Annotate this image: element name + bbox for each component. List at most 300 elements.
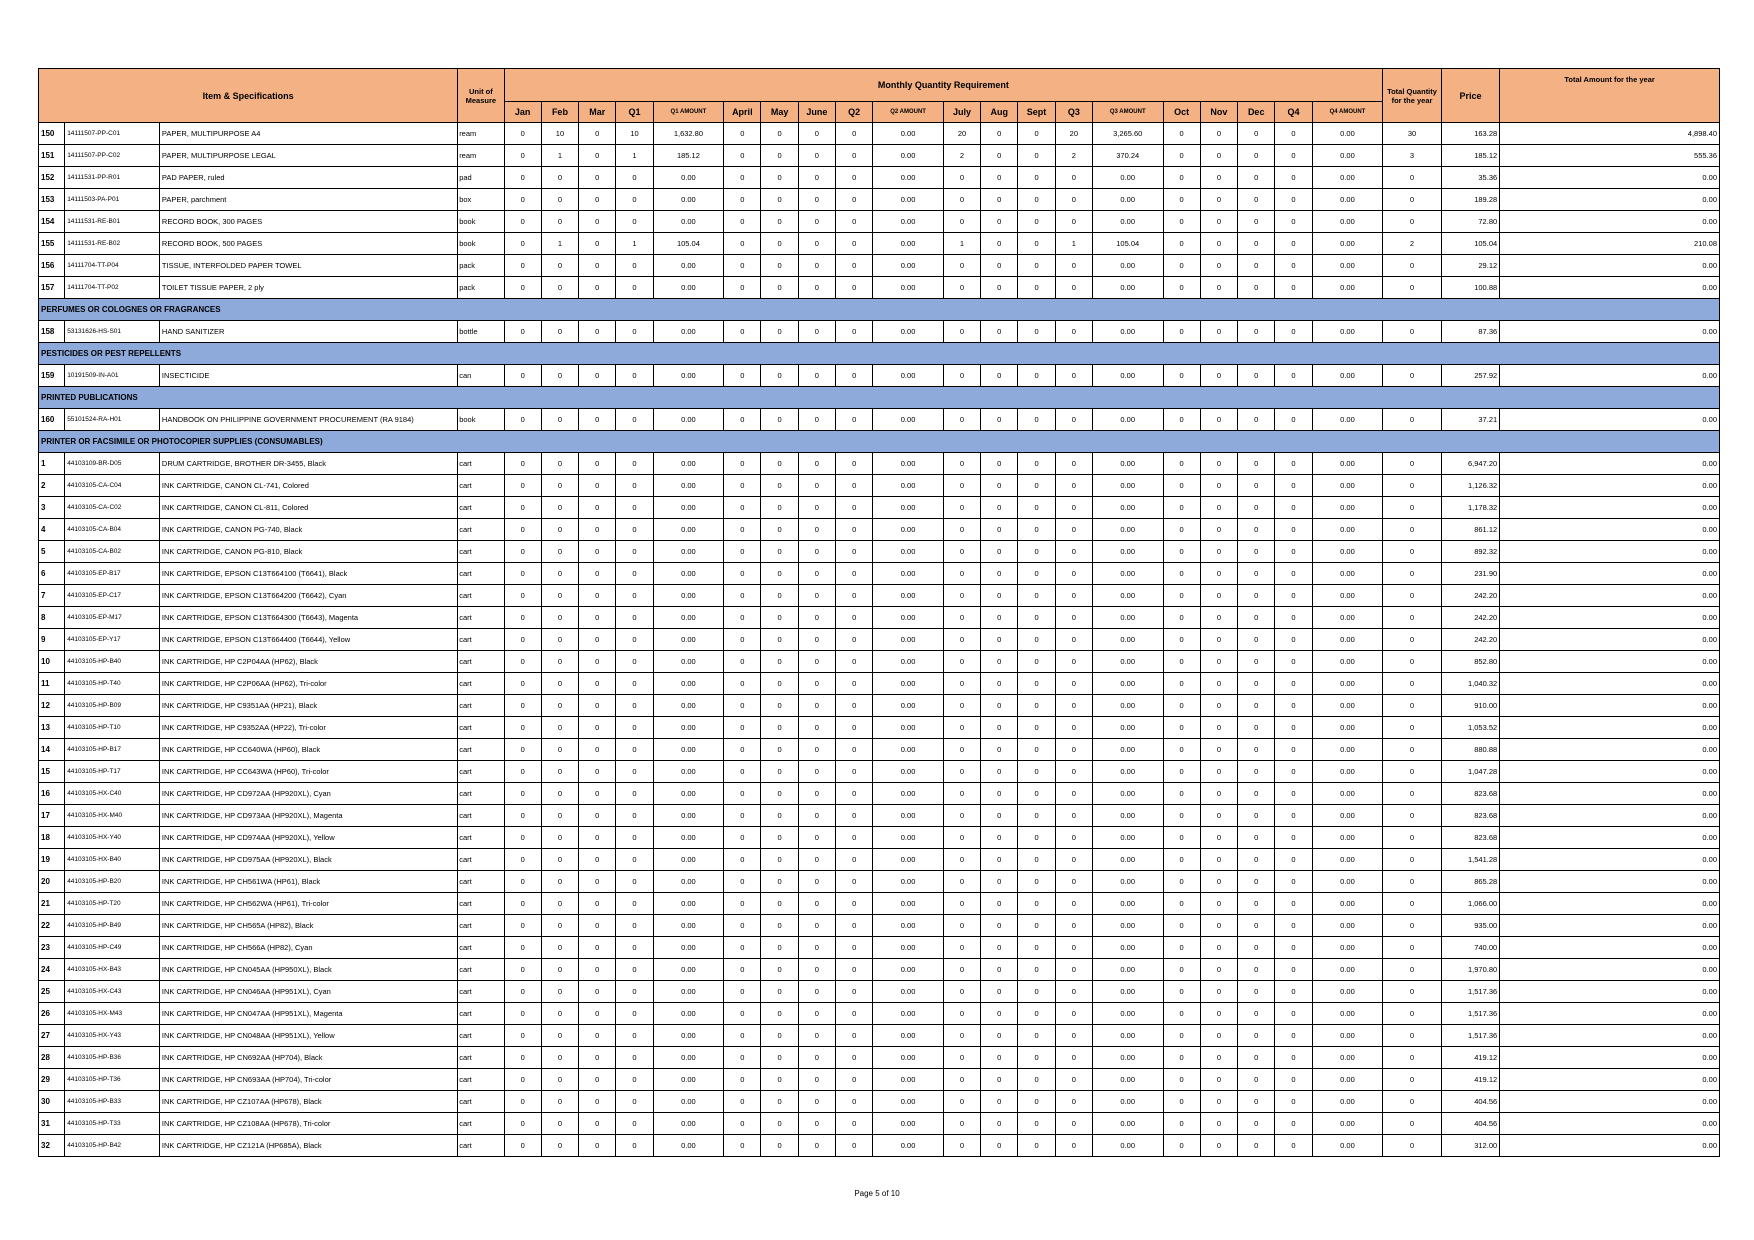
item-description: PAD PAPER, ruled xyxy=(159,167,457,189)
quantity-cell: 0 xyxy=(616,453,653,475)
quantity-cell: 0 xyxy=(541,1003,578,1025)
header-month: Q3 AMOUNT xyxy=(1092,102,1163,123)
quantity-cell: 0.00 xyxy=(653,541,724,563)
item-number: 150 xyxy=(39,123,65,145)
quantity-cell: 0 xyxy=(981,937,1018,959)
quantity-cell: 0 xyxy=(579,211,616,233)
quantity-cell: 0 xyxy=(1163,783,1200,805)
price-cell: 100.88 xyxy=(1441,277,1499,299)
quantity-cell: 0 xyxy=(541,695,578,717)
quantity-cell: 0 xyxy=(504,893,541,915)
header-month: Q4 AMOUNT xyxy=(1312,102,1383,123)
item-code: 44103105-HP-B49 xyxy=(65,915,160,937)
quantity-cell: 0 xyxy=(1163,1003,1200,1025)
quantity-cell: 0 xyxy=(616,805,653,827)
quantity-cell: 0 xyxy=(1200,475,1237,497)
quantity-cell: 0.00 xyxy=(653,629,724,651)
quantity-cell: 0 xyxy=(1238,717,1275,739)
quantity-cell: 0 xyxy=(981,497,1018,519)
quantity-cell: 0 xyxy=(579,123,616,145)
total-amount: 0.00 xyxy=(1500,563,1720,585)
quantity-cell: 0.00 xyxy=(873,233,944,255)
quantity-cell: 0 xyxy=(798,519,835,541)
quantity-cell: 0 xyxy=(1200,541,1237,563)
quantity-cell: 0 xyxy=(943,167,980,189)
quantity-cell: 0 xyxy=(724,849,761,871)
quantity-cell: 0 xyxy=(1275,607,1312,629)
price-cell: 880.88 xyxy=(1441,739,1499,761)
quantity-cell: 0 xyxy=(1200,497,1237,519)
quantity-cell: 0 xyxy=(1018,321,1055,343)
quantity-cell: 0.00 xyxy=(1092,519,1163,541)
table-row xyxy=(39,145,1720,167)
unit-of-measure: cart xyxy=(458,497,504,519)
quantity-cell: 0.00 xyxy=(873,277,944,299)
quantity-cell: 0 xyxy=(1200,981,1237,1003)
quantity-cell: 0 xyxy=(724,1003,761,1025)
quantity-cell: 0 xyxy=(1238,497,1275,519)
total-amount: 0.00 xyxy=(1500,321,1720,343)
quantity-cell: 0.00 xyxy=(1312,805,1383,827)
quantity-cell: 0 xyxy=(1275,145,1312,167)
total-amount: 0.00 xyxy=(1500,607,1720,629)
page-number: Page 5 of 10 xyxy=(854,1189,900,1198)
quantity-cell: 0.00 xyxy=(1092,475,1163,497)
total-quantity: 0 xyxy=(1383,541,1441,563)
quantity-cell: 0 xyxy=(1018,849,1055,871)
quantity-cell: 0 xyxy=(1238,783,1275,805)
quantity-cell: 0 xyxy=(1163,937,1200,959)
header-month: Oct xyxy=(1163,102,1200,123)
quantity-cell: 0 xyxy=(761,211,798,233)
total-quantity: 30 xyxy=(1383,123,1441,145)
total-amount: 0.00 xyxy=(1500,497,1720,519)
quantity-cell: 0 xyxy=(1200,849,1237,871)
quantity-cell: 0 xyxy=(504,453,541,475)
quantity-cell: 0 xyxy=(761,827,798,849)
quantity-cell: 0 xyxy=(981,563,1018,585)
quantity-cell: 0 xyxy=(1018,365,1055,387)
quantity-cell: 0 xyxy=(1200,915,1237,937)
quantity-cell: 0 xyxy=(1238,1069,1275,1091)
price-cell: 823.68 xyxy=(1441,783,1499,805)
quantity-cell: 0 xyxy=(1163,695,1200,717)
quantity-cell: 0 xyxy=(943,1113,980,1135)
item-code: 44103105-HP-T36 xyxy=(65,1069,160,1091)
quantity-cell: 0 xyxy=(541,893,578,915)
total-amount: 0.00 xyxy=(1500,849,1720,871)
quantity-cell: 0 xyxy=(981,277,1018,299)
quantity-cell: 0 xyxy=(943,563,980,585)
quantity-cell: 0.00 xyxy=(873,981,944,1003)
quantity-cell: 0 xyxy=(616,365,653,387)
quantity-cell: 0 xyxy=(943,1047,980,1069)
price-cell: 1,047.28 xyxy=(1441,761,1499,783)
item-number: 13 xyxy=(39,717,65,739)
quantity-cell: 0 xyxy=(1275,365,1312,387)
quantity-cell: 0 xyxy=(943,409,980,431)
quantity-cell: 0 xyxy=(943,453,980,475)
quantity-cell: 0 xyxy=(579,365,616,387)
quantity-cell: 0 xyxy=(1275,277,1312,299)
quantity-cell: 0.00 xyxy=(873,1003,944,1025)
quantity-cell: 0 xyxy=(1275,981,1312,1003)
quantity-cell: 0 xyxy=(579,1025,616,1047)
item-description: INK CARTRIDGE, EPSON C13T664300 (T6643), Magenta xyxy=(159,607,457,629)
quantity-cell: 0.00 xyxy=(653,1025,724,1047)
unit-of-measure: cart xyxy=(458,1047,504,1069)
quantity-cell: 0 xyxy=(1275,497,1312,519)
quantity-cell: 0 xyxy=(981,959,1018,981)
item-description: INK CARTRIDGE, HP CN693AA (HP704), Tri-color xyxy=(159,1069,457,1091)
quantity-cell: 0 xyxy=(761,1003,798,1025)
quantity-cell: 0 xyxy=(836,1047,873,1069)
category-row xyxy=(39,343,1720,365)
quantity-cell: 0.00 xyxy=(1312,475,1383,497)
quantity-cell: 0 xyxy=(1238,519,1275,541)
price-cell: 404.56 xyxy=(1441,1113,1499,1135)
total-quantity: 0 xyxy=(1383,695,1441,717)
quantity-cell: 0 xyxy=(724,651,761,673)
price-cell: 1,970.80 xyxy=(1441,959,1499,981)
table-row xyxy=(39,717,1720,739)
item-description: INK CARTRIDGE, HP CC640WA (HP60), Black xyxy=(159,739,457,761)
quantity-cell: 0 xyxy=(761,937,798,959)
quantity-cell: 0.00 xyxy=(1312,145,1383,167)
quantity-cell: 0.00 xyxy=(873,915,944,937)
quantity-cell: 0 xyxy=(943,365,980,387)
item-code: 14111531-PP-R01 xyxy=(65,167,160,189)
quantity-cell: 0 xyxy=(1275,1025,1312,1047)
total-amount: 0.00 xyxy=(1500,189,1720,211)
quantity-cell: 0 xyxy=(504,1135,541,1157)
total-quantity: 0 xyxy=(1383,783,1441,805)
quantity-cell: 0.00 xyxy=(1092,673,1163,695)
item-number: 154 xyxy=(39,211,65,233)
quantity-cell: 0 xyxy=(1200,453,1237,475)
quantity-cell: 0.00 xyxy=(1092,761,1163,783)
unit-of-measure: cart xyxy=(458,1003,504,1025)
quantity-cell: 0 xyxy=(1055,1069,1092,1091)
quantity-cell: 0 xyxy=(1275,1003,1312,1025)
item-number: 6 xyxy=(39,563,65,585)
total-amount: 0.00 xyxy=(1500,893,1720,915)
quantity-cell: 0 xyxy=(943,211,980,233)
quantity-cell: 0 xyxy=(579,783,616,805)
unit-of-measure: cart xyxy=(458,893,504,915)
quantity-cell: 0 xyxy=(616,783,653,805)
quantity-cell: 0 xyxy=(1275,167,1312,189)
unit-of-measure: cart xyxy=(458,1113,504,1135)
quantity-cell: 0 xyxy=(1200,695,1237,717)
quantity-cell: 0 xyxy=(1275,1069,1312,1091)
total-amount: 0.00 xyxy=(1500,1025,1720,1047)
quantity-cell: 0 xyxy=(1275,255,1312,277)
quantity-cell: 0.00 xyxy=(1312,453,1383,475)
quantity-cell: 0 xyxy=(1055,409,1092,431)
quantity-cell: 0.00 xyxy=(1092,629,1163,651)
item-description: INK CARTRIDGE, EPSON C13T664400 (T6644), Yellow xyxy=(159,629,457,651)
price-cell: 1,126.32 xyxy=(1441,475,1499,497)
quantity-cell: 0 xyxy=(541,783,578,805)
quantity-cell: 0 xyxy=(761,805,798,827)
quantity-cell: 0 xyxy=(1275,1135,1312,1157)
quantity-cell: 0.00 xyxy=(873,519,944,541)
quantity-cell: 0.00 xyxy=(1092,1113,1163,1135)
price-cell: 1,053.52 xyxy=(1441,717,1499,739)
quantity-cell: 0 xyxy=(724,1069,761,1091)
quantity-cell: 0 xyxy=(1055,805,1092,827)
quantity-cell: 0.00 xyxy=(1312,1091,1383,1113)
quantity-cell: 0 xyxy=(761,673,798,695)
quantity-cell: 0 xyxy=(836,497,873,519)
unit-of-measure: cart xyxy=(458,541,504,563)
quantity-cell: 0 xyxy=(836,717,873,739)
quantity-cell: 0 xyxy=(943,541,980,563)
quantity-cell: 0 xyxy=(616,959,653,981)
unit-of-measure: cart xyxy=(458,981,504,1003)
unit-of-measure: cart xyxy=(458,629,504,651)
quantity-cell: 0 xyxy=(1163,651,1200,673)
unit-of-measure: pad xyxy=(458,167,504,189)
quantity-cell: 185.12 xyxy=(653,145,724,167)
quantity-cell: 0 xyxy=(798,1113,835,1135)
quantity-cell: 0 xyxy=(616,211,653,233)
quantity-cell: 0 xyxy=(616,1047,653,1069)
total-amount: 0.00 xyxy=(1500,541,1720,563)
item-description: INK CARTRIDGE, HP C9352AA (HP22), Tri-color xyxy=(159,717,457,739)
quantity-cell: 0 xyxy=(616,651,653,673)
price-cell: 1,517.36 xyxy=(1441,1003,1499,1025)
quantity-cell: 0 xyxy=(1018,189,1055,211)
quantity-cell: 0 xyxy=(1018,1047,1055,1069)
quantity-cell: 0 xyxy=(981,805,1018,827)
item-code: 44103105-HP-T40 xyxy=(65,673,160,695)
item-description: INK CARTRIDGE, HP CD975AA (HP920XL), Black xyxy=(159,849,457,871)
quantity-cell: 0 xyxy=(1018,739,1055,761)
quantity-cell: 0.00 xyxy=(653,1003,724,1025)
item-description: PAPER, parchment xyxy=(159,189,457,211)
quantity-cell: 0 xyxy=(943,915,980,937)
quantity-cell: 0 xyxy=(798,871,835,893)
header-price: Price xyxy=(1441,69,1499,123)
quantity-cell: 0 xyxy=(836,563,873,585)
header-month: Dec xyxy=(1238,102,1275,123)
price-cell: 105.04 xyxy=(1441,233,1499,255)
quantity-cell: 0.00 xyxy=(1092,409,1163,431)
quantity-cell: 1 xyxy=(616,233,653,255)
item-number: 10 xyxy=(39,651,65,673)
quantity-cell: 0 xyxy=(943,893,980,915)
quantity-cell: 0 xyxy=(1275,651,1312,673)
quantity-cell: 0 xyxy=(724,607,761,629)
total-amount: 210.08 xyxy=(1500,233,1720,255)
quantity-cell: 0.00 xyxy=(653,1113,724,1135)
quantity-cell: 0.00 xyxy=(653,937,724,959)
item-description: INK CARTRIDGE, CANON PG-740, Black xyxy=(159,519,457,541)
quantity-cell: 0 xyxy=(504,783,541,805)
quantity-cell: 0 xyxy=(579,585,616,607)
item-code: 44103105-HP-B40 xyxy=(65,651,160,673)
quantity-cell: 0 xyxy=(1200,1047,1237,1069)
price-cell: 1,517.36 xyxy=(1441,1025,1499,1047)
header-month: Feb xyxy=(541,102,578,123)
quantity-cell: 0 xyxy=(616,1091,653,1113)
quantity-cell: 0 xyxy=(1018,695,1055,717)
quantity-cell: 0 xyxy=(943,189,980,211)
quantity-cell: 0 xyxy=(1238,673,1275,695)
quantity-cell: 0 xyxy=(616,915,653,937)
total-quantity: 0 xyxy=(1383,519,1441,541)
quantity-cell: 0 xyxy=(1238,893,1275,915)
quantity-cell: 0 xyxy=(579,959,616,981)
quantity-cell: 0 xyxy=(761,277,798,299)
quantity-cell: 0 xyxy=(836,651,873,673)
quantity-cell: 0 xyxy=(504,629,541,651)
total-amount: 0.00 xyxy=(1500,981,1720,1003)
quantity-cell: 0 xyxy=(798,827,835,849)
price-cell: 242.20 xyxy=(1441,629,1499,651)
quantity-cell: 0 xyxy=(504,761,541,783)
unit-of-measure: pack xyxy=(458,277,504,299)
quantity-cell: 0 xyxy=(981,695,1018,717)
quantity-cell: 0 xyxy=(504,937,541,959)
quantity-cell: 0 xyxy=(761,255,798,277)
quantity-cell: 0 xyxy=(724,123,761,145)
price-cell: 740.00 xyxy=(1441,937,1499,959)
quantity-cell: 0 xyxy=(541,1025,578,1047)
quantity-cell: 0 xyxy=(1200,563,1237,585)
total-quantity: 0 xyxy=(1383,585,1441,607)
header-month: Sept xyxy=(1018,102,1055,123)
quantity-cell: 0 xyxy=(1163,233,1200,255)
quantity-cell: 0.00 xyxy=(1092,607,1163,629)
quantity-cell: 0 xyxy=(541,651,578,673)
quantity-cell: 0.00 xyxy=(1312,167,1383,189)
quantity-cell: 1 xyxy=(1055,233,1092,255)
quantity-cell: 0 xyxy=(1238,1135,1275,1157)
item-code: 44103105-HX-B43 xyxy=(65,959,160,981)
quantity-cell: 0 xyxy=(1200,123,1237,145)
total-quantity: 0 xyxy=(1383,1047,1441,1069)
quantity-cell: 0.00 xyxy=(1312,893,1383,915)
quantity-cell: 0 xyxy=(981,1003,1018,1025)
quantity-cell: 0 xyxy=(1018,981,1055,1003)
quantity-cell: 0.00 xyxy=(1092,1025,1163,1047)
quantity-cell: 0 xyxy=(1200,959,1237,981)
quantity-cell: 0 xyxy=(724,717,761,739)
table-row xyxy=(39,607,1720,629)
total-amount: 555.36 xyxy=(1500,145,1720,167)
quantity-cell: 0 xyxy=(981,915,1018,937)
quantity-cell: 0 xyxy=(1238,805,1275,827)
quantity-cell: 0 xyxy=(798,1025,835,1047)
quantity-cell: 0 xyxy=(1238,827,1275,849)
table-row xyxy=(39,321,1720,343)
item-code: 44103105-HP-C49 xyxy=(65,937,160,959)
quantity-cell: 0.00 xyxy=(873,805,944,827)
item-description: TISSUE, INTERFOLDED PAPER TOWEL xyxy=(159,255,457,277)
unit-of-measure: cart xyxy=(458,827,504,849)
quantity-cell: 0 xyxy=(836,409,873,431)
table-row xyxy=(39,871,1720,893)
quantity-cell: 0.00 xyxy=(1312,277,1383,299)
quantity-cell: 0 xyxy=(1163,519,1200,541)
quantity-cell: 0 xyxy=(981,255,1018,277)
quantity-cell: 0 xyxy=(1018,475,1055,497)
quantity-cell: 0 xyxy=(1275,1091,1312,1113)
quantity-cell: 0 xyxy=(724,1135,761,1157)
quantity-cell: 0 xyxy=(541,453,578,475)
quantity-cell: 0 xyxy=(504,717,541,739)
quantity-cell: 0.00 xyxy=(1312,409,1383,431)
unit-of-measure: ream xyxy=(458,123,504,145)
price-cell: 1,178.32 xyxy=(1441,497,1499,519)
item-description: PAPER, MULTIPURPOSE LEGAL xyxy=(159,145,457,167)
quantity-cell: 0 xyxy=(541,629,578,651)
quantity-cell: 0 xyxy=(836,145,873,167)
quantity-cell: 0 xyxy=(798,695,835,717)
quantity-cell: 0 xyxy=(724,585,761,607)
quantity-cell: 0 xyxy=(724,673,761,695)
quantity-cell: 0 xyxy=(761,585,798,607)
unit-of-measure: cart xyxy=(458,717,504,739)
quantity-cell: 0.00 xyxy=(653,475,724,497)
header-month: Q4 xyxy=(1275,102,1312,123)
item-code: 14111531-RE-B01 xyxy=(65,211,160,233)
quantity-cell: 0 xyxy=(981,1113,1018,1135)
table-row xyxy=(39,277,1720,299)
quantity-cell: 0.00 xyxy=(1092,651,1163,673)
table-row xyxy=(39,937,1720,959)
item-code: 44103105-HP-B33 xyxy=(65,1091,160,1113)
quantity-cell: 0 xyxy=(504,805,541,827)
quantity-cell: 0 xyxy=(504,541,541,563)
quantity-cell: 0 xyxy=(579,475,616,497)
quantity-cell: 0 xyxy=(1163,1113,1200,1135)
quantity-cell: 0 xyxy=(579,145,616,167)
quantity-cell: 0 xyxy=(724,211,761,233)
header-month: Q2 xyxy=(836,102,873,123)
quantity-cell: 0 xyxy=(1163,915,1200,937)
quantity-cell: 0 xyxy=(1055,365,1092,387)
total-quantity: 0 xyxy=(1383,189,1441,211)
quantity-cell: 0 xyxy=(504,607,541,629)
quantity-cell: 0 xyxy=(836,761,873,783)
quantity-cell: 0 xyxy=(579,893,616,915)
total-quantity: 0 xyxy=(1383,1003,1441,1025)
table-row xyxy=(39,673,1720,695)
quantity-cell: 0 xyxy=(1238,915,1275,937)
total-amount: 0.00 xyxy=(1500,211,1720,233)
quantity-cell: 0 xyxy=(541,827,578,849)
total-quantity: 0 xyxy=(1383,277,1441,299)
item-number: 151 xyxy=(39,145,65,167)
quantity-cell: 0 xyxy=(541,519,578,541)
quantity-cell: 0 xyxy=(1055,871,1092,893)
quantity-cell: 0 xyxy=(541,211,578,233)
quantity-cell: 0 xyxy=(616,277,653,299)
quantity-cell: 0 xyxy=(761,1025,798,1047)
quantity-cell: 0 xyxy=(761,915,798,937)
quantity-cell: 0 xyxy=(761,959,798,981)
quantity-cell: 0 xyxy=(1238,321,1275,343)
quantity-cell: 0 xyxy=(504,959,541,981)
price-cell: 419.12 xyxy=(1441,1069,1499,1091)
quantity-cell: 0 xyxy=(724,497,761,519)
quantity-cell: 0 xyxy=(541,1047,578,1069)
quantity-cell: 0 xyxy=(616,607,653,629)
